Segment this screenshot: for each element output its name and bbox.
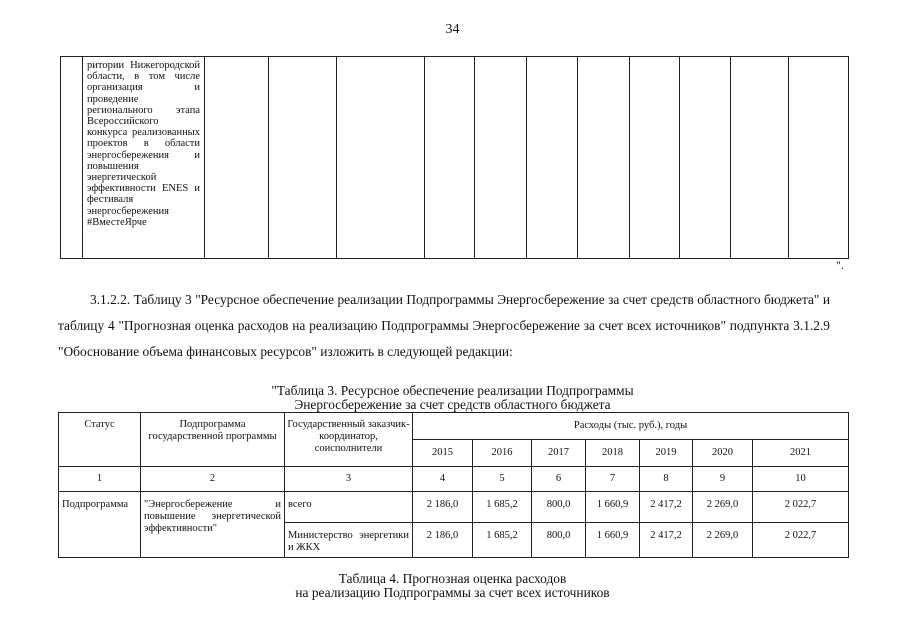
cell (731, 57, 789, 259)
measure-text: ритории Нижегородской области, в том числе организация и проведение регионального этапа Всероссийского конкурса реализованных проектов в области энергосбережения и повышения энергетической эффективности ENES и фестиваля энергосбережения #ВместеЯрче (87, 60, 200, 228)
value-cell: 2 269,0 (693, 492, 753, 523)
value-cell: 2 186,0 (413, 492, 473, 523)
column-number: 6 (532, 467, 586, 492)
cell (789, 57, 849, 259)
value-cell: 1 660,9 (586, 492, 640, 523)
row-customer: всего (285, 492, 413, 523)
table4-caption-line2: на реализацию Подпрограммы за счет всех источников (295, 585, 610, 600)
header-expenses: Расходы (тыс. руб.), годы (413, 413, 849, 440)
column-number: 3 (285, 467, 413, 492)
column-number: 10 (753, 467, 849, 492)
cell (630, 57, 680, 259)
value-cell: 1 685,2 (473, 523, 532, 558)
body-paragraph (58, 287, 830, 365)
value-cell: 800,0 (532, 492, 586, 523)
cell (527, 57, 578, 259)
column-number: 7 (586, 467, 640, 492)
table3 (58, 412, 849, 558)
row-subprogram-name: "Энергосбережение и повышение энергетической эффективности" (141, 492, 285, 558)
value-cell: 2 186,0 (413, 523, 473, 558)
header-year: 2016 (473, 440, 532, 467)
cell (269, 57, 337, 259)
column-number: 5 (473, 467, 532, 492)
table3-caption-line1: "Таблица 3. Ресурсное обеспечение реализации Подпрограммы (271, 383, 634, 398)
cell (425, 57, 475, 259)
cell (61, 57, 83, 259)
value-cell: 2 417,2 (640, 492, 693, 523)
header-year: 2021 (753, 440, 849, 467)
cell (337, 57, 425, 259)
value-cell: 1 660,9 (586, 523, 640, 558)
column-number: 8 (640, 467, 693, 492)
table4-caption (0, 572, 905, 600)
header-year: 2020 (693, 440, 753, 467)
header-customer: Государственный заказчик-координатор, соисполнители (285, 413, 413, 467)
header-year: 2019 (640, 440, 693, 467)
column-number: 1 (59, 467, 141, 492)
cell (475, 57, 527, 259)
column-number: 4 (413, 467, 473, 492)
value-cell: 2 022,7 (753, 492, 849, 523)
table4-caption-line1: Таблица 4. Прогнозная оценка расходов (338, 571, 567, 586)
header-year: 2018 (586, 440, 640, 467)
value-cell: 800,0 (532, 523, 586, 558)
header-status: Статус (59, 413, 141, 467)
value-cell: 2 269,0 (693, 523, 753, 558)
cell (205, 57, 269, 259)
table3-caption-line2: Энергосбережение за счет средств областного бюджета (294, 397, 611, 412)
row-customer: Министерство энергетики и ЖКХ (285, 523, 413, 558)
header-year: 2015 (413, 440, 473, 467)
row-status: Подпрограмма (59, 492, 141, 558)
table-row (59, 492, 849, 523)
header-year: 2017 (532, 440, 586, 467)
continuation-table (60, 56, 849, 259)
header-subprogram: Подпрограмма государственной программы (141, 413, 285, 467)
value-cell: 2 417,2 (640, 523, 693, 558)
measure-text-cell (83, 57, 205, 259)
value-cell: 1 685,2 (473, 492, 532, 523)
value-cell: 2 022,7 (753, 523, 849, 558)
column-number: 2 (141, 467, 285, 492)
closing-quote: ". (836, 258, 844, 272)
cell (578, 57, 630, 259)
cell (680, 57, 731, 259)
paragraph-text: 3.1.2.2. Таблицу 3 "Ресурсное обеспечение реализации Подпрограммы Энергосбережение за счет средств областного бюджета" и таблицу 4 "Прогнозная оценка расходов на реализацию Подпрограммы Энергосбережение за счет всех источников" подпункта 3.1.2.9 "Обоснование объема финансовых ресурсов" изложить в следующей редакции: (58, 292, 830, 359)
column-number: 9 (693, 467, 753, 492)
table3-caption (0, 384, 905, 412)
page-number: 34 (445, 22, 460, 37)
